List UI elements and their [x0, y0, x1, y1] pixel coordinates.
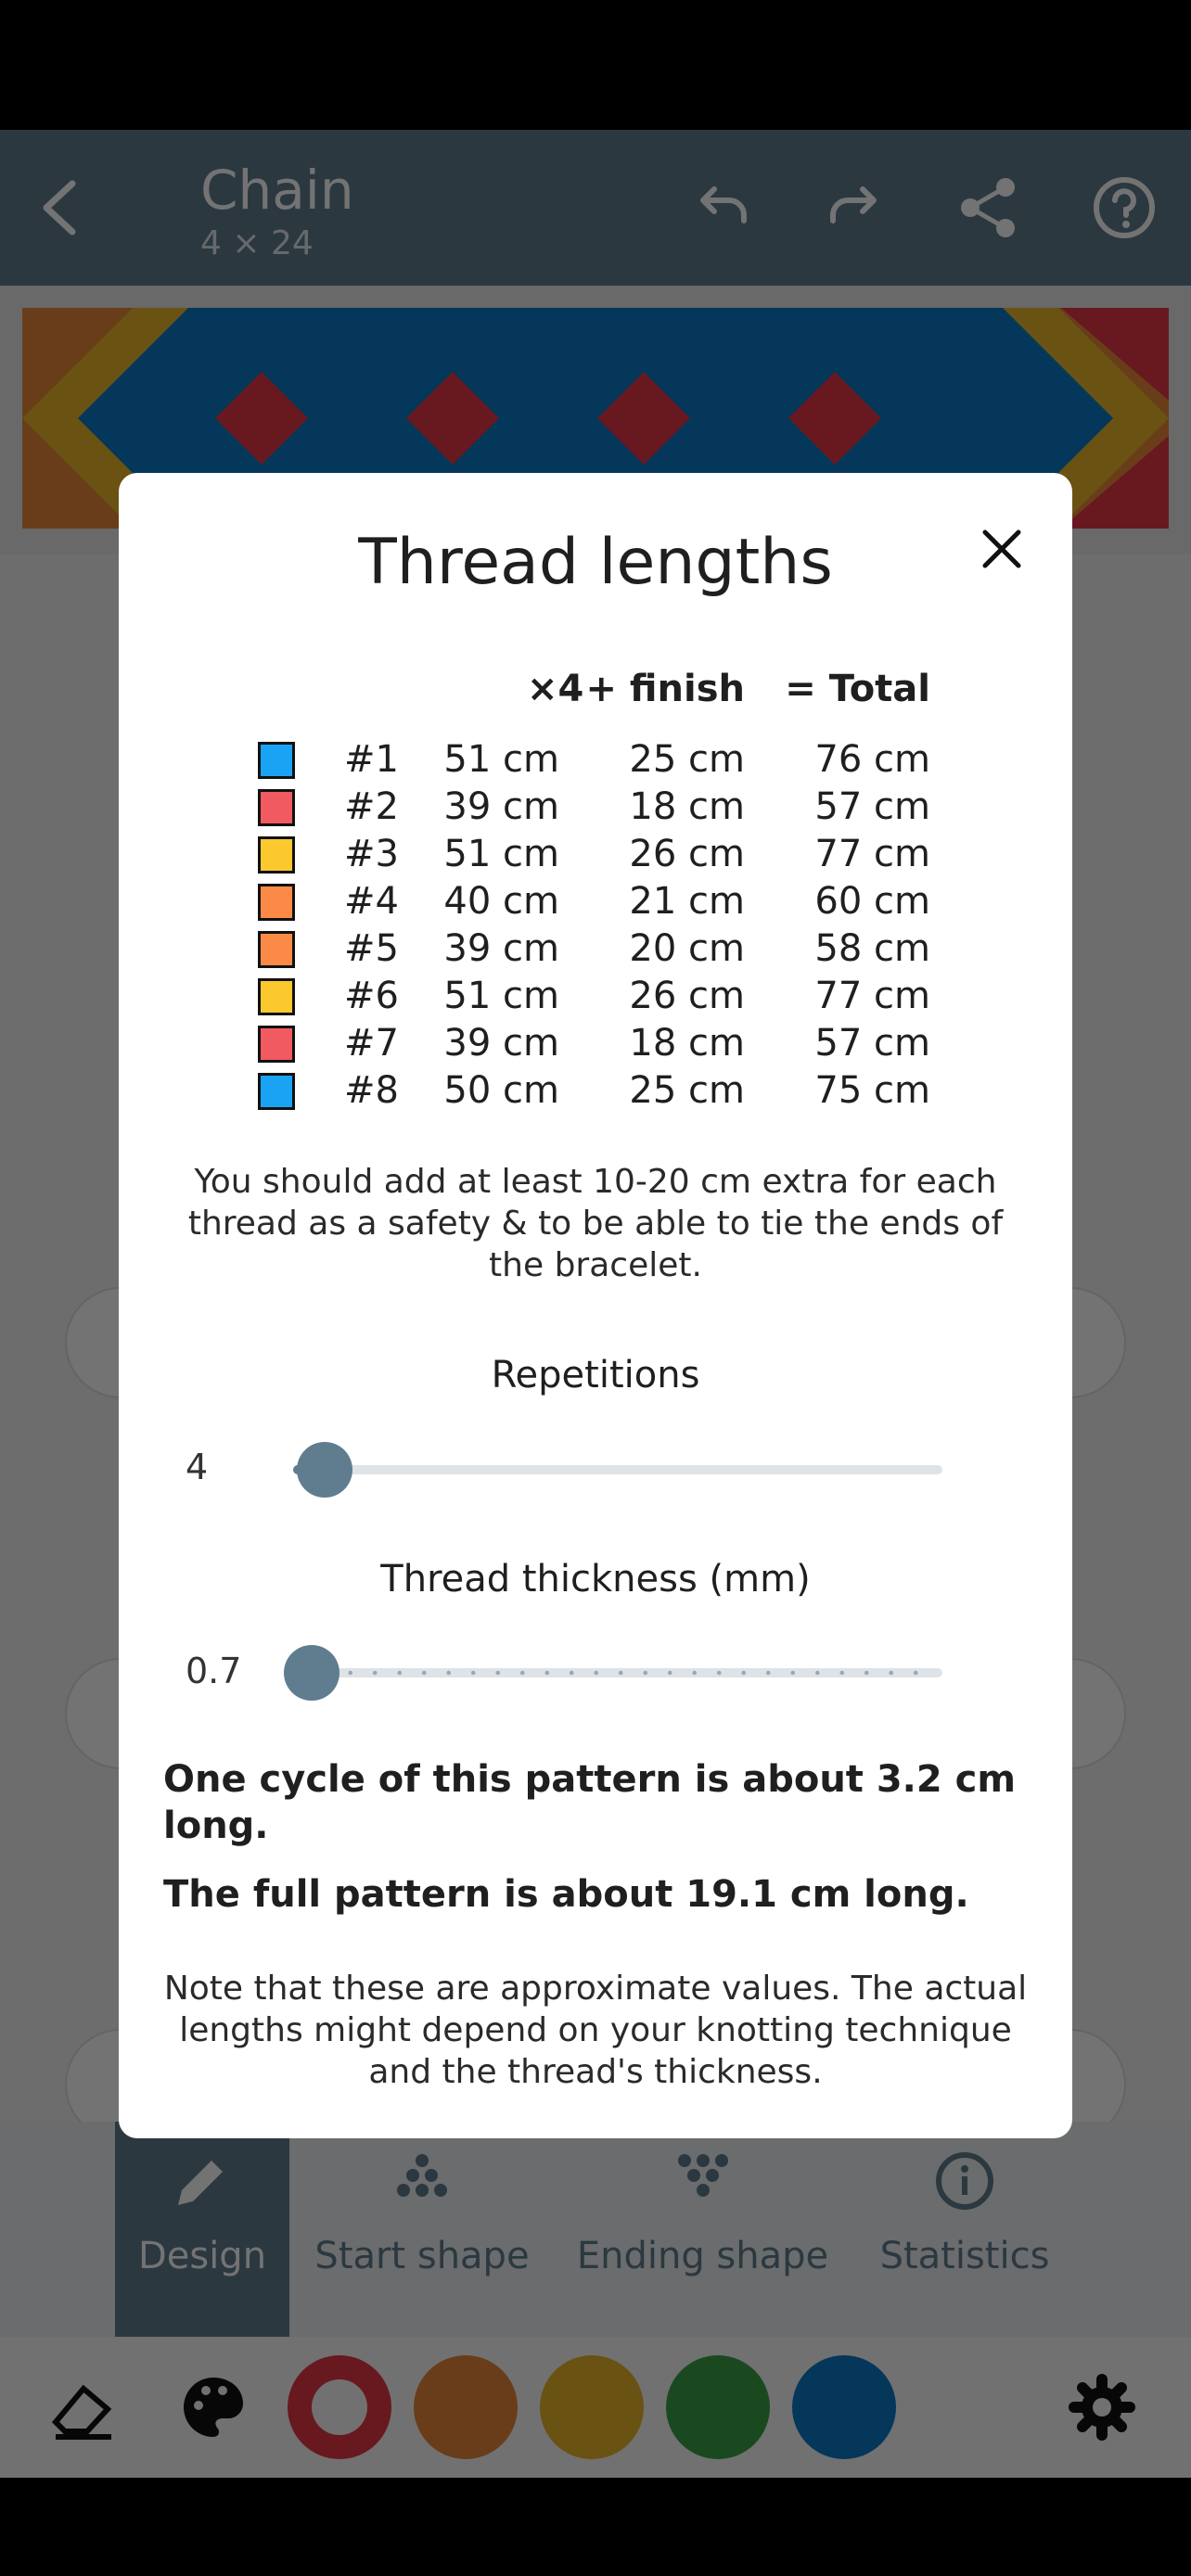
close-icon[interactable]	[968, 516, 1035, 582]
thread-color-swatch	[258, 1073, 295, 1110]
thread-id: #7	[344, 1022, 399, 1065]
repetitions-value: 4	[186, 1447, 209, 1487]
thread-length-total: 75 cm	[814, 1069, 930, 1112]
thread-color-swatch	[258, 978, 295, 1015]
thread-length-total: 76 cm	[814, 738, 930, 781]
thread-id: #5	[344, 927, 399, 970]
thread-row	[119, 1067, 1072, 1115]
thread-color-swatch	[258, 931, 295, 968]
cycle-length-text: One cycle of this pattern is about 3.2 cm long.	[163, 1758, 1017, 1847]
dialog-title: Thread lengths	[358, 526, 833, 599]
thread-row	[119, 973, 1072, 1020]
advice-text: You should add at least 10-20 cm extra for each thread as a safety & to be able to tie the ends of the bracelet.	[187, 1163, 1004, 1284]
thread-row	[119, 736, 1072, 784]
header-finish: + finish	[585, 668, 745, 710]
approximation-note: Note that these are approximate values. The actual lengths might depend on your knotting technique and the thread's thickness.	[163, 1970, 1028, 2091]
thread-length-x4: 50 cm	[443, 1069, 559, 1112]
thread-length-finish: 26 cm	[629, 975, 745, 1017]
thread-length-finish: 26 cm	[629, 833, 745, 875]
thread-id: #8	[344, 1069, 399, 1112]
thickness-label: Thread thickness (mm)	[380, 1558, 811, 1600]
thread-length-x4: 39 cm	[443, 1022, 559, 1065]
thread-length-total: 57 cm	[814, 785, 930, 828]
thread-length-finish: 20 cm	[629, 927, 745, 970]
thread-length-total: 57 cm	[814, 1022, 930, 1065]
thread-id: #4	[344, 880, 399, 923]
thread-length-total: 58 cm	[814, 927, 930, 970]
thread-length-x4: 51 cm	[443, 975, 559, 1017]
thread-row	[119, 1020, 1072, 1067]
thread-length-x4: 40 cm	[443, 880, 559, 923]
thread-row	[119, 784, 1072, 831]
thickness-slider-thumb[interactable]	[284, 1645, 339, 1701]
thread-length-finish: 25 cm	[629, 1069, 745, 1112]
thread-length-finish: 18 cm	[629, 785, 745, 828]
thread-id: #2	[344, 785, 399, 828]
thread-color-swatch	[258, 836, 295, 874]
thread-color-swatch	[258, 742, 295, 779]
thread-length-finish: 25 cm	[629, 738, 745, 781]
thread-id: #3	[344, 833, 399, 875]
thread-length-total: 77 cm	[814, 833, 930, 875]
header-x4: ×4	[527, 668, 584, 710]
thread-id: #6	[344, 975, 399, 1017]
thread-lengths-dialog	[119, 473, 1072, 2138]
thread-color-swatch	[258, 789, 295, 826]
thread-length-finish: 18 cm	[629, 1022, 745, 1065]
full-length-text: The full pattern is about 19.1 cm long.	[163, 1873, 969, 1916]
thread-length-x4: 51 cm	[443, 738, 559, 781]
thread-color-swatch	[258, 1026, 295, 1063]
repetitions-slider-track[interactable]	[293, 1465, 942, 1474]
thread-length-finish: 21 cm	[629, 880, 745, 923]
thread-row	[119, 925, 1072, 973]
thread-length-x4: 39 cm	[443, 785, 559, 828]
header-total: = Total	[785, 668, 930, 710]
thread-length-x4: 51 cm	[443, 833, 559, 875]
thread-color-swatch	[258, 884, 295, 921]
thread-length-total: 77 cm	[814, 975, 930, 1017]
thread-row	[119, 878, 1072, 925]
thread-length-x4: 39 cm	[443, 927, 559, 970]
thickness-value: 0.7	[186, 1651, 242, 1691]
thread-id: #1	[344, 738, 399, 781]
thread-length-total: 60 cm	[814, 880, 930, 923]
thickness-slider-ticks	[314, 1668, 935, 1677]
repetitions-slider-thumb[interactable]	[297, 1442, 352, 1498]
thread-row	[119, 831, 1072, 878]
repetitions-label: Repetitions	[491, 1354, 700, 1396]
